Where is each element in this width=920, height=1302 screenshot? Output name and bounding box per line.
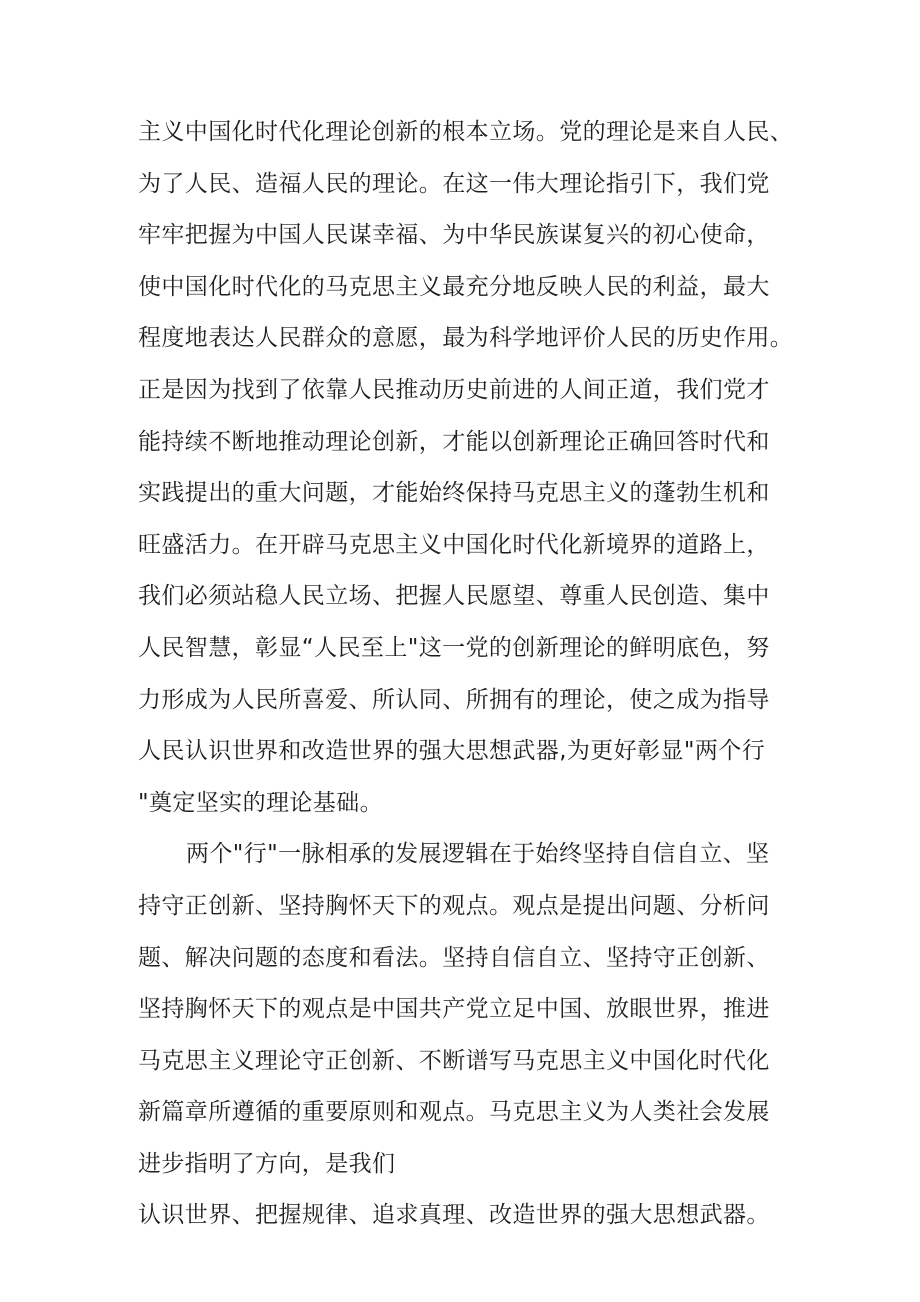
text-line: 主义中国化时代化理论创新的根本立场。党的理论是来自人民、	[138, 119, 794, 145]
text-line: 为了人民、造福人民的理论。在这一伟大理论指引下，我们党	[138, 170, 770, 197]
text-line: 马克思主义理论守正创新、不断谱写马克思主义中国化时代化	[138, 1047, 770, 1074]
text-line: 坚持胸怀天下的观点是中国共产党立足中国、放眼世界，推进	[138, 996, 770, 1023]
text-line: 牢牢把握为中国人民谋幸福、为中华民族谋复兴的初心使命，	[138, 222, 770, 249]
text-line: 程度地表达人民群众的意愿，最为科学地评价人民的历史作用。	[138, 325, 794, 352]
text-line: 使中国化时代化的马克思主义最充分地反映人民的利益，最大	[138, 273, 770, 300]
text-line: 实践提出的重大问题，才能始终保持马克思主义的蓬勃生机和	[138, 480, 770, 507]
text-line: 两个"行"一脉相承的发展逻辑在于始终坚持自信自立、坚	[186, 841, 770, 868]
text-line: 人民智慧，彰显“人民至上"这一党的创新理论的鲜明底色，努	[138, 634, 770, 661]
text-line: 持守正创新、坚持胸怀天下的观点。观点是提出问题、分析问	[138, 892, 770, 919]
text-line: 题、解决问题的态度和看法。坚持自信自立、坚持守正创新、	[138, 944, 770, 971]
text-line: 认识世界、把握规律、追求真理、改造世界的强大思想武器。	[138, 1202, 770, 1229]
text-line: 能持续不断地推动理论创新，才能以创新理论正确回答时代和	[138, 428, 770, 455]
text-line: "奠定坚实的理论基础。	[138, 789, 383, 816]
text-line: 旺盛活力。在开辟马克思主义中国化时代化新境界的道路上，	[138, 531, 770, 558]
text-line: 我们必须站稳人民立场、把握人民愿望、尊重人民创造、集中	[138, 583, 770, 610]
text-line: 进步指明了方向，是我们	[138, 1150, 396, 1177]
text-line: 新篇章所遵循的重要原则和观点。马克思主义为人类社会发展	[138, 1099, 770, 1126]
text-line: 人民认识世界和改造世界的强大思想武器,为更好彰显"两个行	[138, 738, 766, 765]
text-line: 正是因为找到了依靠人民推动历史前进的人间正道，我们党才	[138, 376, 770, 403]
document-body	[138, 113, 794, 1248]
text-line: 力形成为人民所喜爱、所认同、所拥有的理论，使之成为指导	[138, 686, 770, 713]
